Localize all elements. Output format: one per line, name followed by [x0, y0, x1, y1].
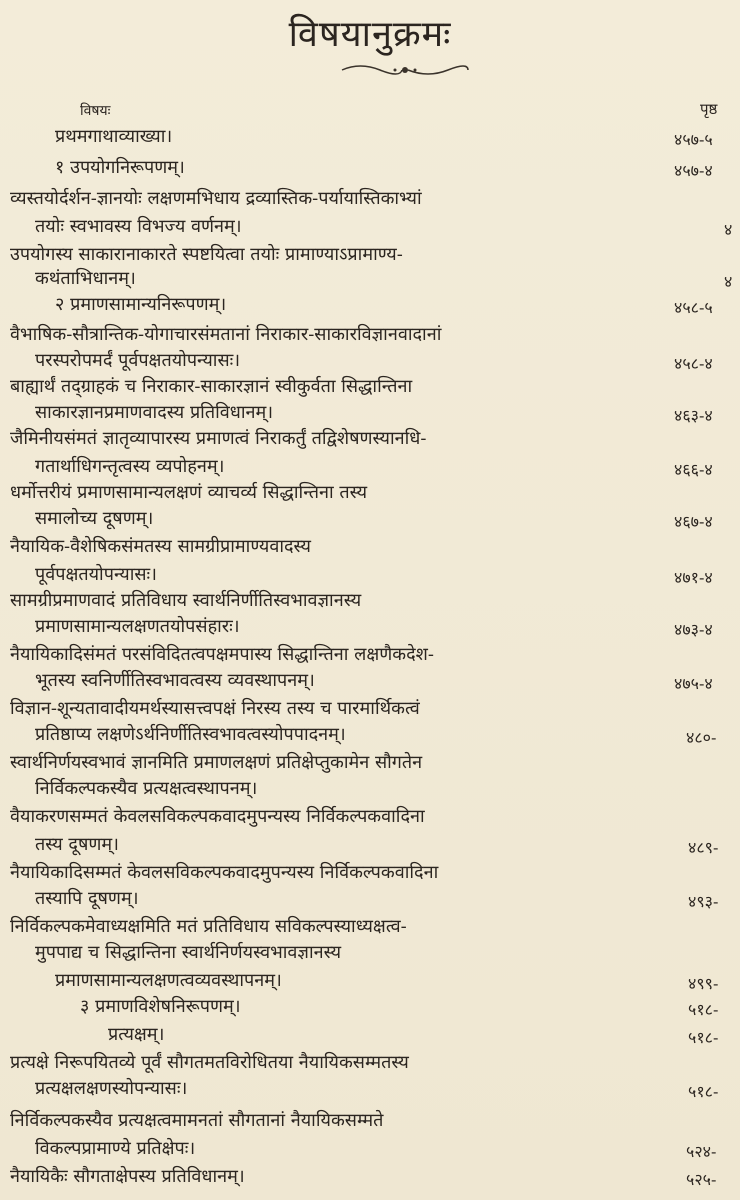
toc-row-page: ५२४-	[686, 1142, 717, 1161]
toc-row-page: ४९९-	[688, 974, 719, 993]
toc-row-text: निर्विकल्पकस्यैव प्रत्यक्षत्वमामनतां सौगतानां नैयायिकसम्मते	[10, 1110, 384, 1131]
column-header-page: पृष्ठ	[700, 100, 718, 118]
toc-row-text: समालोच्य दूषणम्।	[35, 508, 154, 529]
toc-row-text: बाह्यार्थं तद्ग्राहकं च निराकार-साकारज्ञानं स्वीकुर्वता सिद्धान्तिना	[10, 376, 413, 397]
toc-row	[0, 1162, 740, 1192]
toc-row-page: ५१८-	[688, 1028, 719, 1047]
toc-row-page: ४७५-४	[674, 674, 713, 693]
page-title: विषयानुक्रमः	[288, 14, 452, 55]
ornament-divider-icon	[340, 60, 470, 80]
toc-row	[0, 184, 740, 214]
toc-row-text: नैयायिकादिसम्मतं केवलसविकल्पकवादमुपन्यस्य निर्विकल्पकवादिना	[10, 862, 439, 883]
toc-row	[0, 212, 740, 242]
toc-row-text: विज्ञान-शून्यतावादीयमर्थस्यासत्त्वपक्षं निरस्य तस्य च पारमार्थिकत्वं	[10, 698, 420, 719]
toc-row-page: ४६६-४	[674, 460, 713, 479]
toc-row-page: ५२५-	[686, 1170, 717, 1189]
toc-row-page: ४५७-५	[674, 130, 713, 149]
toc-row-text: प्रमाणसामान्यलक्षणतयोपसंहारः।	[35, 616, 240, 637]
toc-row	[0, 1074, 740, 1104]
toc-row	[0, 424, 740, 454]
toc-row-text: प्रथमगाथाव्याख्या।	[55, 126, 173, 147]
toc-row-text: २ प्रमाणसामान्यनिरूपणम्।	[55, 294, 227, 315]
toc-row-text: ३ प्रमाणविशेषनिरूपणम्।	[80, 996, 241, 1017]
toc-row	[0, 884, 740, 914]
toc-row-text: जैमिनीयसंमतं ज्ञातृव्यापारस्य प्रमाणत्वं निराकर्तुं तद्विशेषणस्यानधि-	[10, 428, 427, 449]
toc-row	[0, 153, 740, 183]
toc-row-text: पूर्वपक्षतयोपन्यासः।	[35, 564, 157, 585]
toc-row-text: निर्विकल्पकमेवाध्यक्षमिति मतं प्रतिविधाय सविकल्पस्याध्यक्षत्व-	[10, 916, 407, 937]
toc-row-text: गतार्थाधिगन्तृत्वस्य व्यपोहनम्।	[35, 456, 225, 477]
toc-row	[0, 612, 740, 642]
toc-row-page: ४	[724, 220, 733, 239]
toc-row	[0, 532, 740, 562]
toc-row-text: तयोः स्वभावस्य विभज्य वर्णनम्।	[35, 216, 242, 237]
toc-row	[0, 122, 740, 152]
toc-row	[0, 830, 740, 860]
toc-row	[0, 720, 740, 750]
toc-row-page: ४९३-	[688, 892, 719, 911]
toc-row-text: नैयायिक-वैशेषिकसंमतस्य सामग्रीप्रामाण्यवादस्य	[10, 536, 311, 557]
toc-row-text: प्रतिष्ठाप्य लक्षणेऽर्थनिर्णीतिस्वभावत्वस्योपपादनम्।	[35, 724, 346, 745]
toc-row-page: ४	[724, 272, 733, 291]
toc-row-text: प्रत्यक्षे निरूपयितव्ये पूर्वं सौगतमतविरोधितया नैयायिकसम्मतस्य	[10, 1052, 409, 1073]
toc-row-text: कथंताभिधानम्।	[35, 268, 136, 289]
toc-row-text: निर्विकल्पकस्यैव प्रत्यक्षत्वस्थापनम्।	[35, 778, 258, 799]
toc-row-text: प्रमाणसामान्यलक्षणत्वव्यवस्थापनम्।	[55, 970, 282, 991]
toc-row-text: तस्यापि दूषणम्।	[35, 888, 139, 909]
toc-row-text: परस्परोपमर्दं पूर्वपक्षतयोपन्यासः।	[35, 350, 241, 371]
toc-row-page: ४६७-४	[674, 512, 713, 531]
toc-row-text: मुपपाद्य च सिद्धान्तिना स्वार्थनिर्णयस्वभावज्ञानस्य	[35, 942, 342, 963]
toc-row	[0, 666, 740, 696]
toc-row-text: भूतस्य स्वनिर्णीतिस्वभावत्वस्य व्यवस्थापनम्।	[35, 670, 315, 691]
toc-row-text: सामग्रीप्रमाणवादं प्रतिविधाय स्वार्थनिर्णीतिस्वभावज्ञानस्य	[10, 590, 362, 611]
toc-row-page: ४७१-४	[674, 568, 713, 587]
column-header-subject: विषयः	[80, 103, 111, 119]
toc-row	[0, 1020, 740, 1050]
toc-row-text: वैयाकरणसम्मतं केवलसविकल्पकवादमुपन्यस्य निर्विकल्पकवादिना	[10, 806, 425, 827]
toc-row-page: ४६३-४	[674, 406, 713, 425]
toc-row-text: प्रत्यक्षम्।	[108, 1024, 165, 1045]
toc-row	[0, 938, 740, 968]
toc-row	[0, 1134, 740, 1164]
toc-row-page: ४५७-४	[674, 161, 713, 180]
toc-row-page: ५१८-	[688, 1000, 719, 1019]
toc-row-text: तस्य दूषणम्।	[35, 834, 119, 855]
toc-row-text: १ उपयोगनिरूपणम्।	[55, 157, 185, 178]
toc-row	[0, 290, 740, 320]
toc-row-page: ४७३-४	[674, 620, 713, 639]
toc-row	[0, 1106, 740, 1136]
toc-row	[0, 802, 740, 832]
toc-row-page: ५१८-	[688, 1082, 719, 1101]
toc-row-page: ४५८-४	[674, 354, 713, 373]
toc-row	[0, 992, 740, 1022]
toc-row-text: नैयायिकादिसंमतं परसंविदितत्वपक्षमपास्य सिद्धान्तिना लक्षणैकदेश-	[10, 644, 434, 665]
toc-row	[0, 774, 740, 804]
toc-row-page: ४५८-५	[674, 298, 713, 317]
toc-row-text: उपयोगस्य साकारानाकारते स्पष्टयित्वा तयोः प्रामाण्याऽप्रामाण्य-	[10, 244, 403, 265]
toc-row-text: व्यस्तयोर्दर्शन-ज्ञानयोः लक्षणमभिधाय द्रव्यास्तिक-पर्यायास्तिकाभ्यां	[10, 188, 422, 209]
toc-row-text: साकारज्ञानप्रमाणवादस्य प्रतिविधानम्।	[35, 402, 274, 423]
toc-row-page: ४८०-	[686, 728, 717, 747]
toc-row-text: धर्मोत्तरीयं प्रमाणसामान्यलक्षणं व्याचर्व्य सिद्धान्तिना तस्य	[10, 482, 368, 503]
toc-row-text: प्रत्यक्षलक्षणस्योपन्यासः।	[35, 1078, 188, 1099]
toc-row-text: विकल्पप्रामाण्ये प्रतिक्षेपः।	[35, 1138, 196, 1159]
toc-row-text: नैयायिकैः सौगताक्षेपस्य प्रतिविधानम्।	[10, 1166, 245, 1187]
toc-row	[0, 504, 740, 534]
toc-row-page: ४८९-	[688, 838, 719, 857]
toc-row-text: वैभाषिक-सौत्रान्तिक-योगाचारसंमतानां निराकार-साकारविज्ञानवादानां	[10, 324, 442, 345]
toc-row-text: स्वार्थनिर्णयस्वभावं ज्ञानमिति प्रमाणलक्षणं प्रतिक्षेप्तुकामेन सौगतेन	[10, 752, 423, 773]
